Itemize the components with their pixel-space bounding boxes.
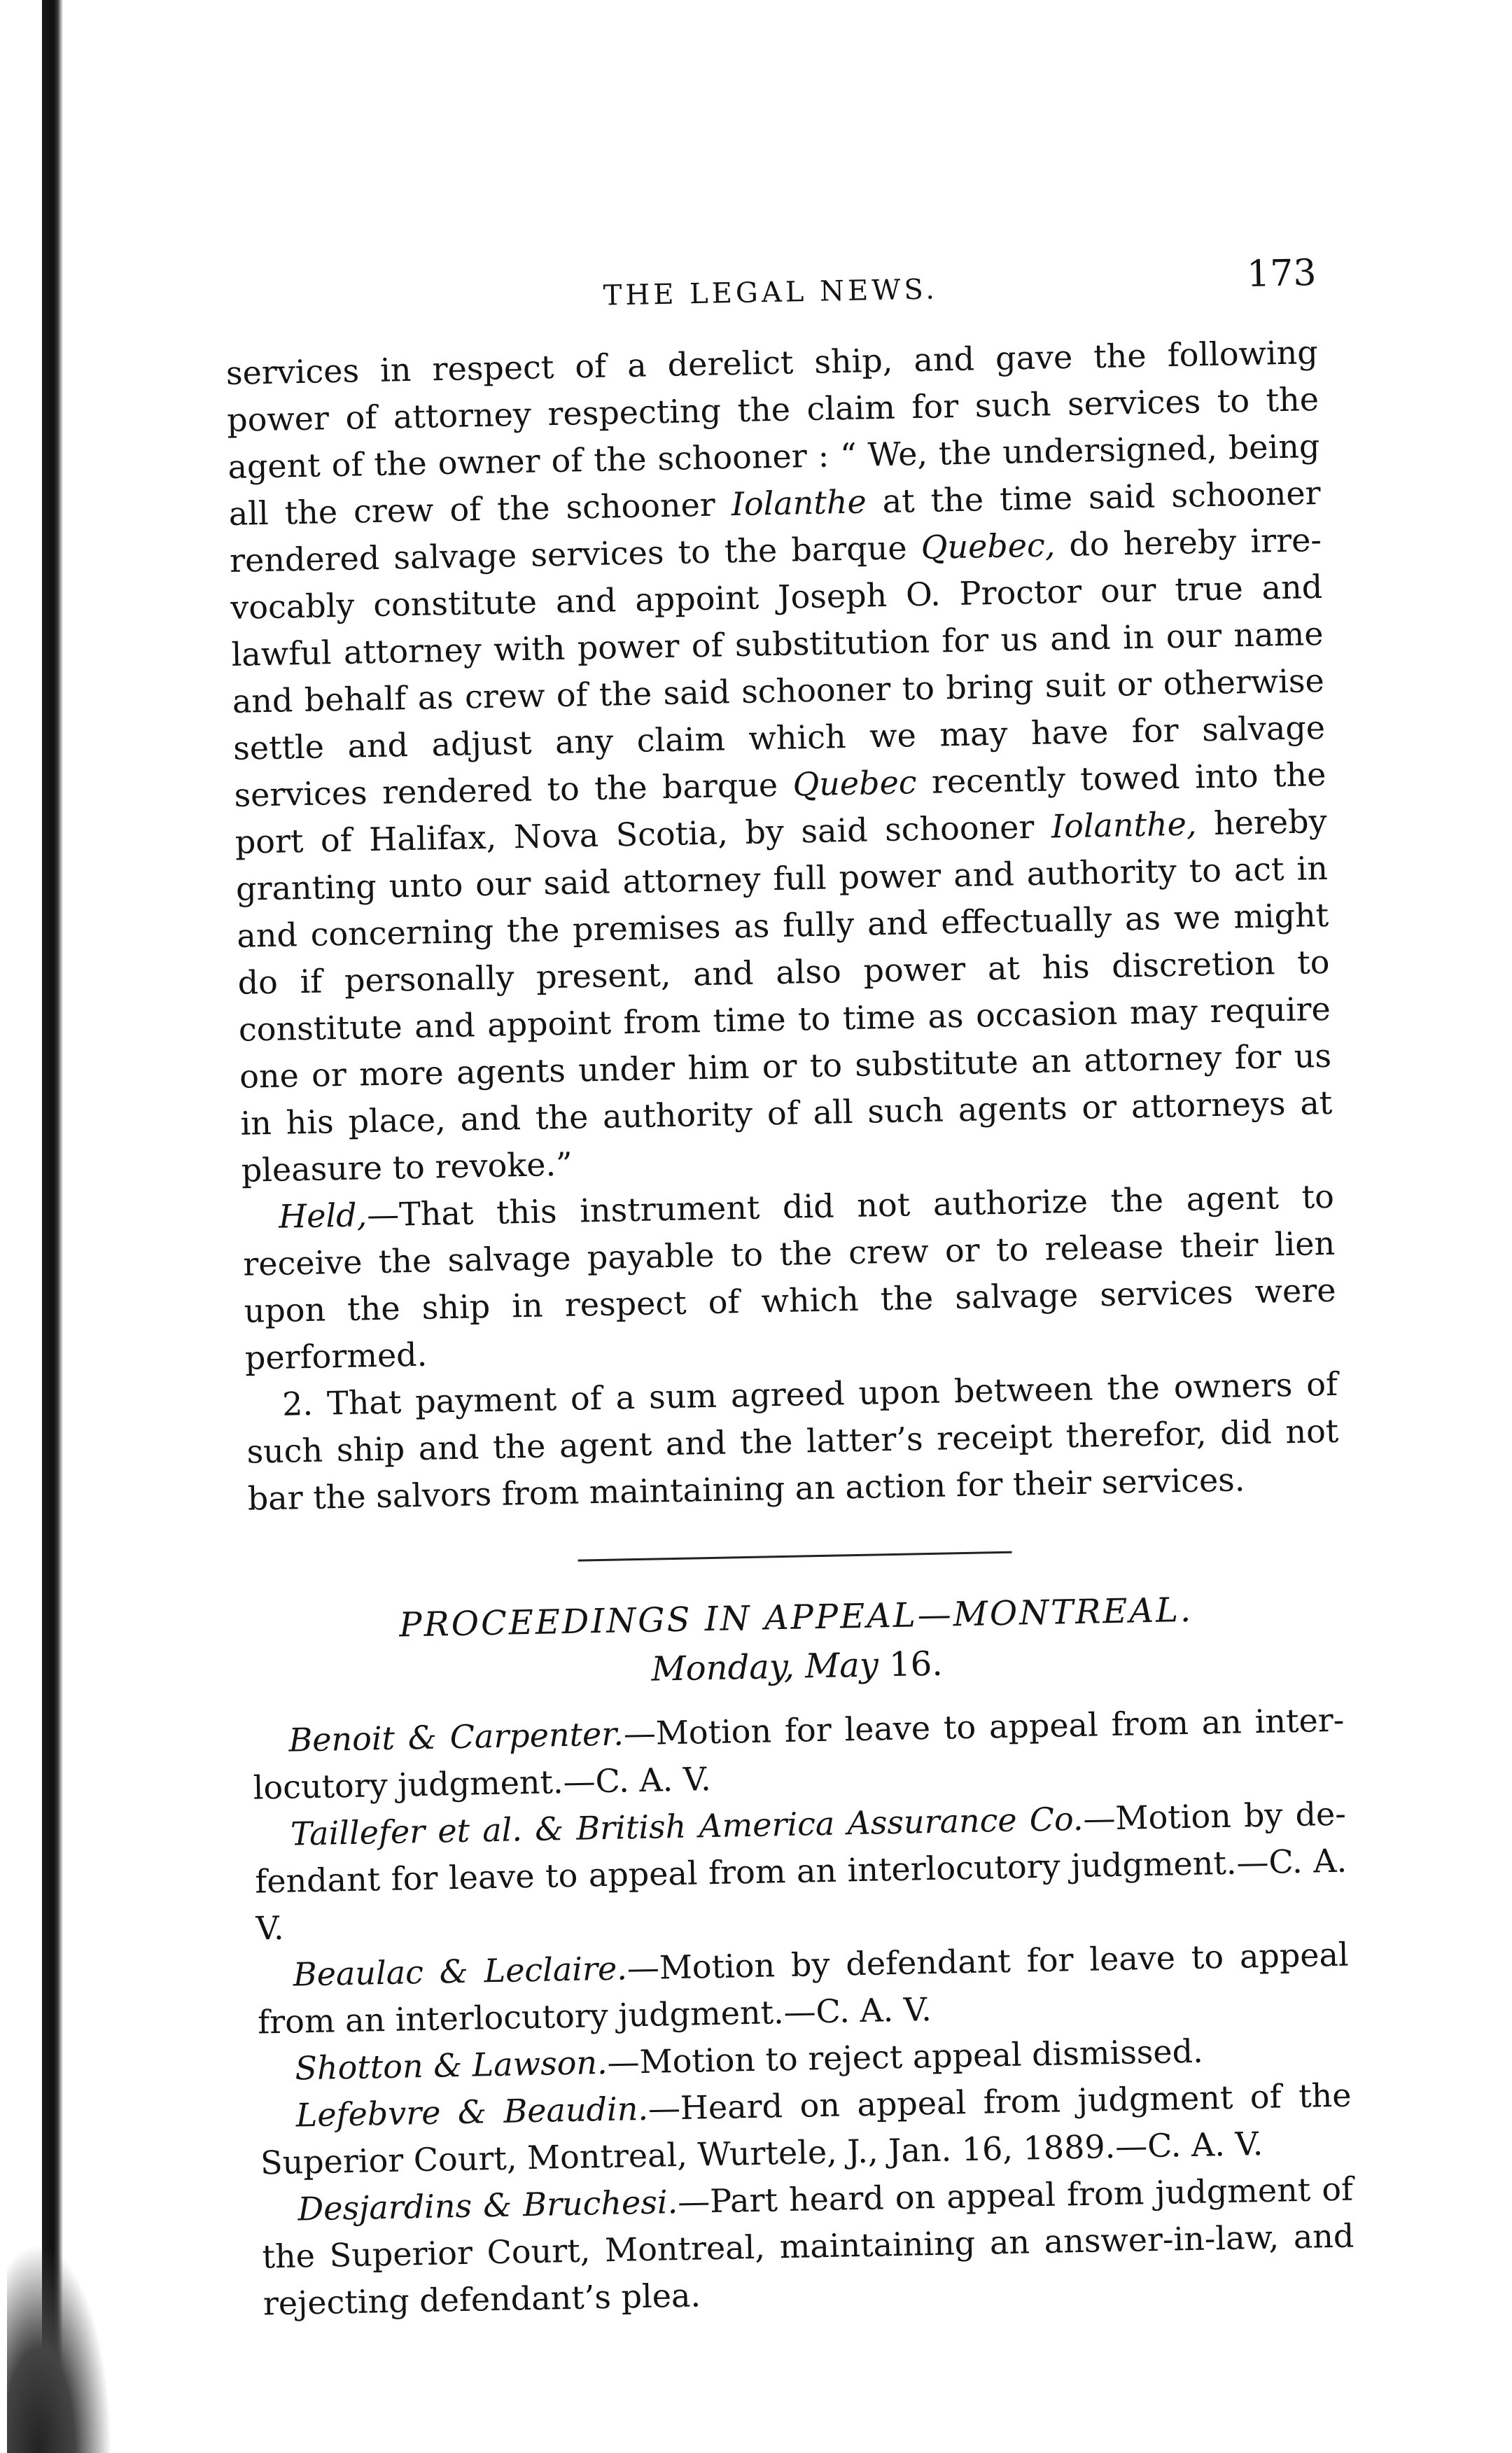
text-run: do hereby irrevocably constitute and appoint Joseph O. Proctor our true and lawful attorney with power of substitution for us and in our name and behalf as crew of the said schooner to bring suit or otherwise settle and adjust any claim which we may have for salvage services rendered to the barque — [230, 520, 1326, 814]
held-paragraph — [241, 1173, 1337, 1382]
running-title: THE LEGAL NEWS. — [603, 273, 939, 312]
proceedings-title: PROCEEDINGS IN APPEAL—MONTREAL. — [398, 1590, 1194, 1645]
page-number: 173 — [1246, 252, 1317, 295]
italic-run: Desjardins & Bruchesi. — [297, 2183, 678, 2228]
proceeding-entry — [253, 1791, 1348, 1952]
italic-run: Iolanthe — [731, 482, 867, 524]
italic-run: Shotton & Lawson. — [294, 2043, 608, 2088]
italic-run: Held, — [278, 1196, 368, 1236]
text-run: —That this instrument did not authorize the agent to receive the salvage payable to the crew or to release their lien upon the ship in respect of which the salvage services were performed. — [242, 1177, 1336, 1377]
book-spine-corner-shadow — [7, 2243, 112, 2453]
text-run: 2. That payment of a sum agreed upon between the owners of such ship and the agent and the latter’s receipt therefor, did not bar the salvors from maintaining an action for their services. — [246, 1364, 1339, 1518]
italic-run: Taillefer et al. & British America Assurance Co. — [290, 1799, 1084, 1853]
scanned-page — [224, 245, 1355, 2327]
text-run: —Motion by defendant for leave to appeal from an interlocutory judgment.—C. A. V. — [254, 1794, 1348, 1948]
book-spine-shadow — [42, 0, 63, 2453]
second-holding-paragraph — [246, 1361, 1340, 1523]
proceedings-entries — [252, 1697, 1355, 2328]
text-run: hereby granting unto our said attorney full power and authority to act in and concerning the premises as fully and effectually as we might do if personally present, and also power at his discretion to constitute and appoint from time to time as occasion may require one or more agents under him or to substitute an attorney for us in his place, and the authority of all such agents or attorneys at pleasure to revoke.” — [235, 802, 1333, 1189]
text-run: services in respect of a derelict ship, and gave the following power of attorney respecting the claim for such services to the agent of the owner of the schooner : “ We, the undersigned, being all the crew of the schooner — [225, 333, 1320, 533]
text-run: —Motion by defendant for leave to appeal from an interlocutory judgment.—C. A. V. — [257, 1935, 1350, 2041]
italic-run: Benoit & Carpenter. — [288, 1714, 624, 1759]
proceeding-entry — [261, 2166, 1356, 2328]
text-run: recently towed into the port of Halifax, Nova Scotia, by said schooner — [234, 755, 1326, 861]
proceedings-date — [251, 1637, 1343, 1697]
italic-run: Monday, May — [651, 1645, 879, 1689]
italic-run: Quebec — [792, 763, 918, 804]
text-run: —Part heard on appeal from judgment of the Superior Court, Montreal, maintaining an answer-in-law, and rejecting defendant’s plea. — [262, 2169, 1354, 2323]
italic-run: Lefebvre & Beaudin. — [295, 2089, 649, 2134]
text-run: —Motion to reject appeal dismissed. — [607, 2032, 1204, 2081]
case-opening-paragraph — [225, 329, 1334, 1194]
text-run: —Heard on appeal from judgment of the Superior Court, Montreal, Wurtele, J., Jan. 16, 1889.—C. A. V. — [260, 2076, 1352, 2182]
italic-run: Iolanthe, — [1051, 804, 1197, 846]
italic-run: Quebec, — [920, 526, 1056, 566]
text-run: 16. — [878, 1644, 944, 1685]
section-divider — [578, 1551, 1012, 1562]
text-run: —Motion for leave to appeal from an interlocutory judgment.—C. A. V. — [253, 1700, 1345, 1807]
italic-run: Beaulac & Leclaire. — [293, 1949, 628, 1994]
text-run: at the time said schooner rendered salvage services to the barque — [229, 473, 1322, 580]
